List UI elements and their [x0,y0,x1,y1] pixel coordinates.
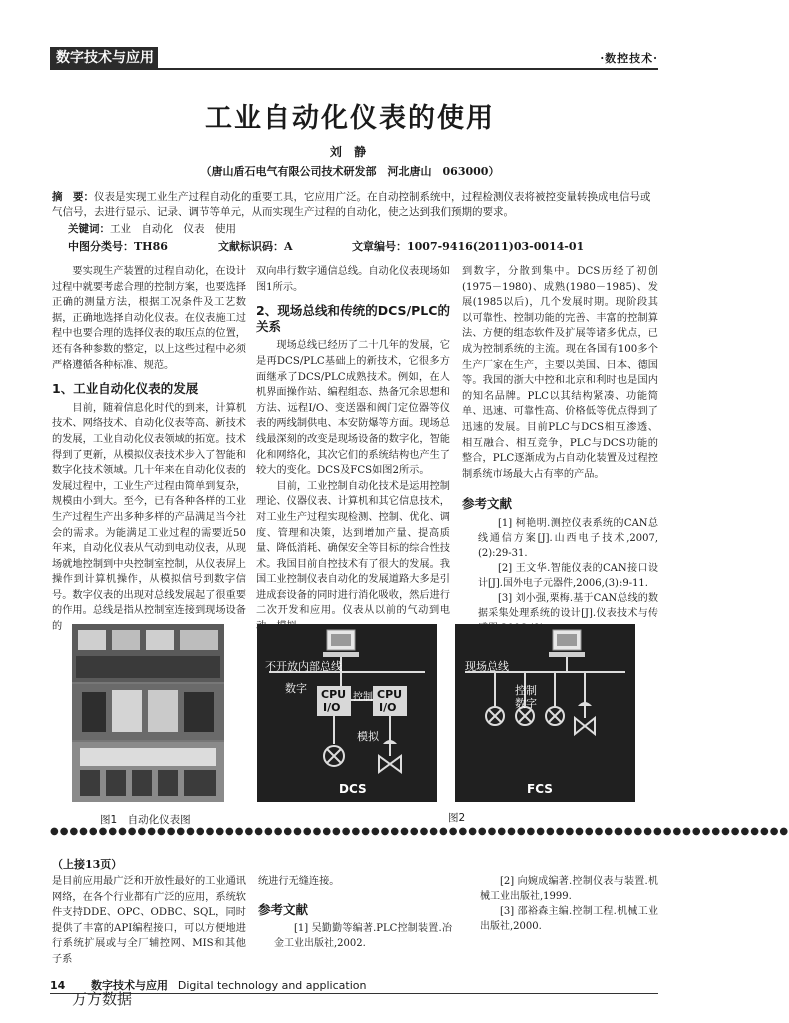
doc-code: 文献标识码：A [218,240,293,253]
keywords [68,221,648,236]
dcs-name: DCS [339,782,367,796]
dcs-control-label: 控制 [353,692,373,703]
column-1 [52,264,246,635]
page-number: 14 [50,979,66,992]
column-2-lead: 双向串行数字通信总线。自动化仪表现场如图1所示。 [256,266,450,293]
continued-label: （上接13页） [52,858,123,871]
figure-2-dcs-diagram [257,624,437,802]
dcs-io-2: I/O [379,701,397,714]
clc-number: 中图分类号：TH86 [68,240,168,253]
affiliation: （唐山盾石电气有限公司技术研发部 河北唐山 063000） [200,165,500,178]
dcs-bus-label: 不开放内部总线 [265,660,342,673]
continued-reference-1: [1] 吴勤勤等编著.PLC控制装置.冶金工业出版社,2002. [274,923,452,950]
fcs-name: FCS [527,782,553,796]
footer-rule [50,993,658,994]
references-heading: 参考文献 [462,496,513,512]
figure-1-caption: 图1 自动化仪表图 [100,814,191,826]
footer-journal-en: Digital technology and application [177,979,367,992]
section-2-paragraph-1: 现场总线已经历了二十几年的发展，它是再DCS/PLC基础上的新技术，它很多方面继承了DCS/PLC成熟技术。例如，在人机界面操作站、编程组态、热备冗余思想和方法、远程I/O、变送器和阀门定位器等仪表的两线制供电、本安防爆等方面。现场总线最深刻的改变是现场设备的数字化，智能化和网络化，其次它们的系统结构也产生了较大的变化。DCS及FCS如图2所示。 [256,340,450,477]
article-number: 文章编号：1007-9416(2011)03-0014-01 [352,240,585,253]
abstract-label: 摘 要： [52,191,94,203]
dcs-cpu-2: CPU [377,688,403,701]
continued-references-heading: 参考文献 [258,901,309,917]
reference-3: [3] 刘小强,栗梅.基于CAN总线的数据采集处理系统的设计[J].仪表技术与传 [478,592,658,619]
continued-paragraph-2: 统进行无缝连接。 [258,876,340,887]
dcs-io-1: I/O [323,701,341,714]
abstract [52,190,652,220]
header-right-label: ·数控技术· [600,52,658,65]
figure-1-photo-art [72,624,224,802]
continued-column-3 [464,874,658,934]
reference-1: [1] 柯艳明.测控仪表系统的CAN总线通信方案[J].山西电子技术,2007,(2):29-31. [478,517,658,559]
section-1-paragraph: 目前，随着信息化时代的到来，计算机技术、网络技术、自动化仪表等高、新技术的发展，工业自动化仪表领域的拓宽。技术得到了更新，从模拟仪表技术步入了智能和数字化技术领域。几十年来在自动化仪表的发展过程中，工业生产过程由简单到复杂，规模由小到大。至今，已有各种各样的工业生产过程生产出多种多样的产品满足当今社会的需求。为能满足工业过程的需要近50年来，自动化仪表从气动到电动仪表，从现场就地控制到中央控制室控制，从仪表屏上操作到计算机操作，从模拟信号到数字信号。数字仪表的出现对总线发展起了很重要的作用。总线是指从控制室连接到现场设备的 [52,402,246,633]
section-divider: ●●●●●●●●●●●●●●●●●●●●●●●●●●●●●●●●●●●●●●●●●●●●●●●●●●●●●●●●●●●●●●●●●●●●●●●●●●●● [50,826,789,837]
article-title: 工业自动化仪表的使用 [205,103,495,134]
continued-column-1 [52,874,246,968]
dcs-analog-label: 模拟 [357,730,379,743]
continued-reference-3: [3] 邵裕森主编.控制工程.机械工业出版社,2000. [480,906,658,932]
reference-2: [2] 王文华.智能仪表的CAN接口设计[J].国外电子元器件,2006,(3):9-11. [478,562,658,589]
fcs-digital-label: 数字 [515,697,537,710]
keywords-text: 工业 自动化 仪表 使用 [110,223,236,235]
column-3-paragraph: 到数字，分散到集中。DCS历经了初创(1975－1980)、成熟(1980－1985)、发展(1985以后)，几个发展时期。现阶段其以可靠性、控制功能的完善、丰富的控制算法、方便的组态软件及扩展等诸多优点，已成为控制系统的主流。现在各国有100多个生产厂家在生产，主要以美国、日本、德国等。我国的浙大中控和北京和利时也是国内的知名品牌。PLC以其结构紧凑、功能简单、迅速、可靠性高、价格低等优点得到了迅速的发展。目前PLC与DCS相互渗透、相互融合、相互竞争，PLC与DCS功能的整合，PLC逐渐成为占自动化装置及过程控制系统市场最大占有率的产品。 [462,266,658,480]
watermark: 万方数据 [72,990,133,1008]
figure-2-fcs-diagram [455,624,635,802]
column-2 [256,264,450,635]
footer-journal-cn: 数字技术与应用 [91,979,168,992]
fcs-diagram-art [455,624,635,802]
fcs-bus-label: 现场总线 [465,660,509,673]
dcs-digital-label: 数字 [285,682,307,695]
section-2-paragraph-2: 目前，工业控制自动化技术是运用控制理论、仪器仪表、计算机和其它信息技术，对工业生产过程实现检测、控制、优化、调度、管理和决策，达到增加产量、提高质量、降低消耗、确保安全等目标的综合性技术。我国目前自控技术有了很大的发展。我国工业控制仪表自动化的发展道路大多是引进成套设备的同时进行消化吸收，然后进行二次开发和应用。仪表从以前的气动到电 [256,480,450,617]
dcs-cpu-1: CPU [321,688,347,701]
dcs-diagram-art [257,624,437,802]
continued-column-2 [258,874,452,951]
continued-reference-2: [2] 向婉成编著.控制仪表与装置.机械工业出版社,1999. [480,876,658,902]
section-tag: 数字技术与应用 [50,47,158,69]
abstract-text: 仪表是实现工业生产过程自动化的重要工具，它应用广泛。在自动控制系统中，过程检测仪表将被控变量转换成电信号或气信号，去进行显示、记录、调节等单元，从而实现生产过程的自动化，使之达到我们预期的要求。 [52,191,651,218]
fcs-control-label: 控制 [515,684,537,697]
author: 刘 静 [329,145,371,159]
section-1-heading: 1、工业自动化仪表的发展 [52,381,199,397]
figure-1-photo [72,624,224,802]
column-3 [462,264,658,636]
keywords-label: 关键词： [68,223,110,235]
header-rule [50,68,658,70]
figure-2-caption: 图2 [448,812,466,824]
intro-paragraph: 要实现生产装置的过程自动化，在设计过程中就要考虑合理的控制方案，也要选择正确的测量方法，根据工况条件及工艺数据，正确地选择自动化仪表。在仪表施工过程中也要合理的选择仪表的取压点的位置，还有各种参数的整定，以上这些过程中必须严格遵循各种标准、规范。 [52,266,246,371]
section-2-heading: 2、现场总线和传统的DCS/PLC的关系 [256,303,450,334]
continued-paragraph: 是目前应用最广泛和开放性最好的工业通讯网络，在各个行业都有广泛的应用，系统软件支持DDE、OPC、ODBC、SQL，同时提供了丰富的API编程接口，可以方便地进行系统扩展或与全厂辅控网、MIS和其他子系 [52,876,246,965]
